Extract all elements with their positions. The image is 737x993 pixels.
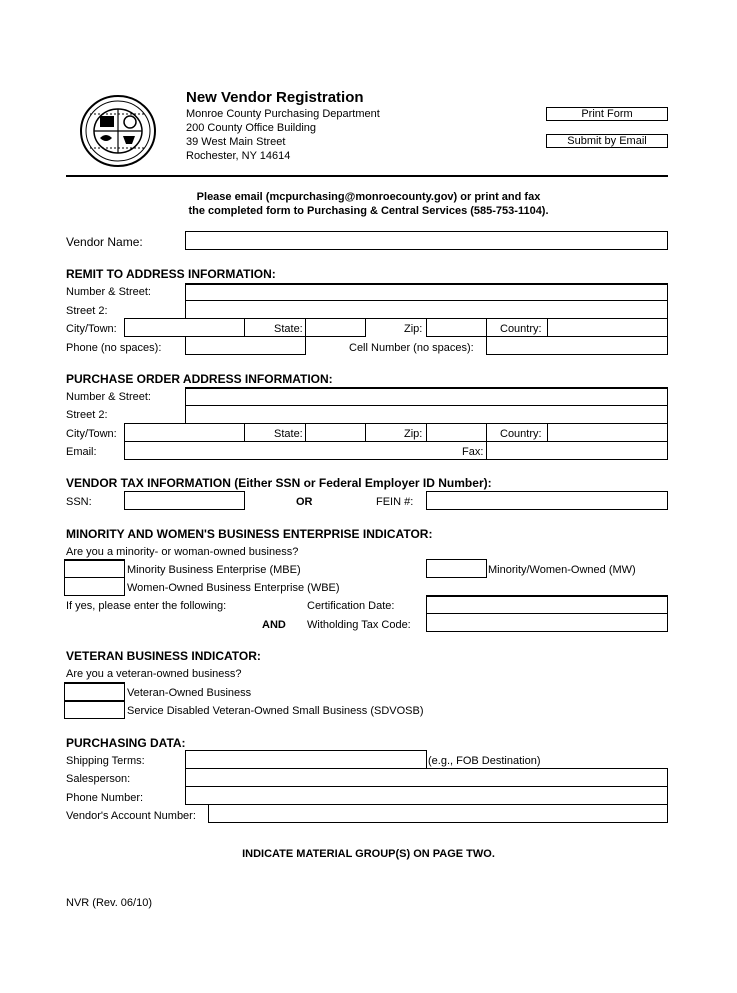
ssn-label: SSN: [66,496,92,508]
remit-street2-field[interactable] [185,300,668,319]
wbe-checkbox[interactable] [64,577,125,596]
and-label: AND [262,619,286,631]
remit-street2-label: Street 2: [66,305,108,317]
mbe-label: Minority Business Enterprise (MBE) [127,564,301,576]
remit-street-label: Number & Street: [66,286,151,298]
remit-heading: REMIT TO ADDRESS INFORMATION: [66,267,276,281]
or-label: OR [296,496,313,508]
po-fax-field[interactable] [486,441,668,460]
tax-heading: VENDOR TAX INFORMATION (Either SSN or Federal Employer ID Number): [66,476,492,490]
withholding-label: Witholding Tax Code: [307,619,411,631]
sdvosb-checkbox[interactable] [64,700,125,719]
po-city-label: City/Town: [66,428,117,440]
salesperson-field[interactable] [185,768,668,787]
po-email-field[interactable] [124,441,487,460]
shipping-label: Shipping Terms: [66,755,145,767]
cert-date-label: Certification Date: [307,600,395,612]
po-street2-field[interactable] [185,405,668,424]
po-country-field[interactable] [547,423,668,442]
remit-phone-label: Phone (no spaces): [66,342,162,354]
remit-cell-field[interactable] [486,336,668,355]
po-street2-label: Street 2: [66,409,108,421]
mbe-checkbox[interactable] [64,559,125,578]
mwbe-question: Are you a minority- or woman-owned business? [66,546,299,558]
remit-city-field[interactable] [124,318,245,337]
po-state-field[interactable] [305,423,366,442]
remit-state-field[interactable] [305,318,366,337]
ifyes-label: If yes, please enter the following: [66,600,227,612]
remit-country-field[interactable] [547,318,668,337]
mwbe-heading: MINORITY AND WOMEN'S BUSINESS ENTERPRISE INDICATOR: [66,527,433,541]
remit-state-label: State: [274,323,303,335]
address-line-1: Monroe County Purchasing Department [186,108,380,120]
po-city-field[interactable] [124,423,245,442]
shipping-field[interactable] [185,750,427,769]
po-zip-field[interactable] [426,423,487,442]
purchasing-heading: PURCHASING DATA: [66,736,186,750]
remit-phone-field[interactable] [185,336,306,355]
po-heading: PURCHASE ORDER ADDRESS INFORMATION: [66,372,333,386]
submit-by-email-button[interactable]: Submit by Email [546,134,668,148]
veteran-heading: VETERAN BUSINESS INDICATOR: [66,649,261,663]
salesperson-label: Salesperson: [66,773,131,785]
po-fax-label: Fax: [462,446,484,458]
remit-city-label: City/Town: [66,323,117,335]
po-country-label: Country: [500,428,542,440]
material-note: INDICATE MATERIAL GROUP(S) ON PAGE TWO. [242,848,495,860]
vob-label: Veteran-Owned Business [127,687,252,699]
po-street-field[interactable] [185,387,668,406]
print-form-button[interactable]: Print Form [546,107,668,121]
vendor-name-label: Vendor Name: [66,235,143,249]
po-street-label: Number & Street: [66,391,151,403]
vendor-name-field[interactable] [185,231,668,250]
county-seal-logo [78,94,158,168]
veteran-question: Are you a veteran-owned business? [66,668,242,680]
shipping-hint: (e.g., FOB Destination) [428,755,541,767]
wbe-label: Women-Owned Business Enterprise (WBE) [127,582,340,594]
purchasing-phone-field[interactable] [185,786,668,805]
remit-zip-field[interactable] [426,318,487,337]
header-divider [66,175,668,177]
instructions-line-1: Please email (mcpurchasing@monroecounty.gov) or print and fax [196,191,541,203]
withholding-field[interactable] [426,613,668,632]
account-field[interactable] [208,804,668,823]
account-label: Vendor's Account Number: [66,810,196,822]
fein-field[interactable] [426,491,668,510]
address-line-2: 200 County Office Building [186,122,317,134]
mw-checkbox[interactable] [426,559,487,578]
remit-street-field[interactable] [185,283,668,301]
address-line-4: Rochester, NY 14614 [186,150,291,162]
vob-checkbox[interactable] [64,682,125,701]
remit-zip-label: Zip: [404,323,423,335]
remit-cell-label: Cell Number (no spaces): [349,342,474,354]
purchasing-phone-label: Phone Number: [66,792,144,804]
address-line-3: 39 West Main Street [186,136,286,148]
po-zip-label: Zip: [404,428,423,440]
po-email-label: Email: [66,446,97,458]
revision-label: NVR (Rev. 06/10) [66,897,152,909]
sdvosb-label: Service Disabled Veteran-Owned Small Business (SDVOSB) [127,705,424,717]
ssn-field[interactable] [124,491,245,510]
remit-country-label: Country: [500,323,542,335]
fein-label: FEIN #: [376,496,414,508]
po-state-label: State: [274,428,303,440]
mw-label: Minority/Women-Owned (MW) [488,564,636,576]
instructions-line-2: the completed form to Purchasing & Central Services (585-753-1104). [188,205,549,217]
form-title: New Vendor Registration [186,89,364,106]
cert-date-field[interactable] [426,595,668,614]
